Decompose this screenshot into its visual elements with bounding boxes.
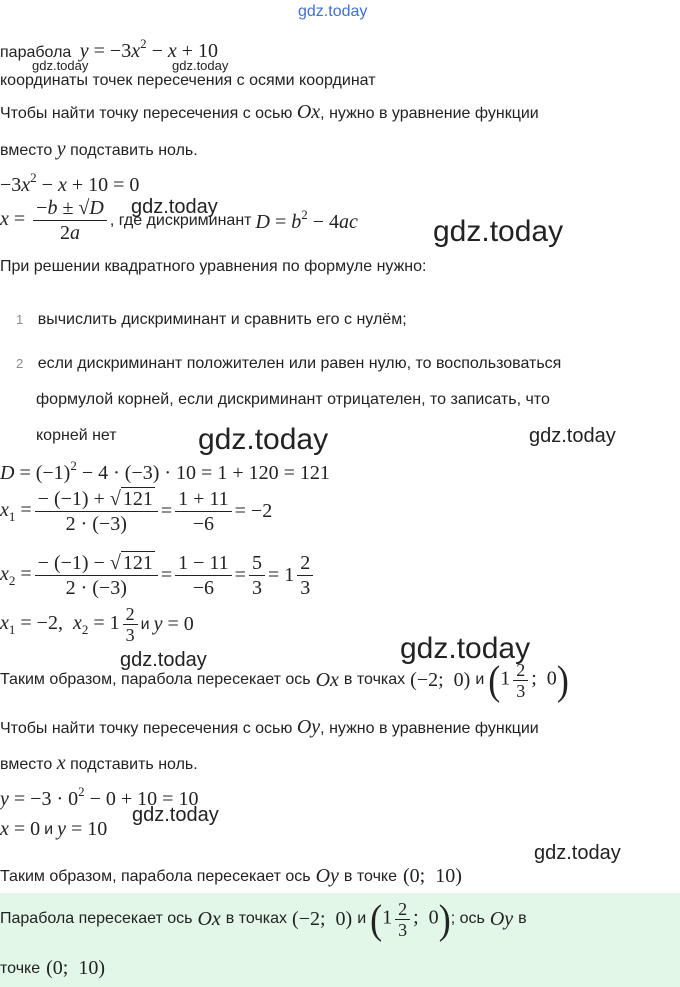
text: , нужно в уравнение функции bbox=[320, 105, 539, 122]
text: в точках bbox=[225, 910, 288, 927]
quadratic-equation: $-3x^2 - x + 10 = 0$ bbox=[0, 170, 140, 196]
text: вместо bbox=[0, 756, 53, 773]
method-intro: При решении квадратного уравнения по формуле нужно: bbox=[0, 258, 427, 275]
watermark: gdz.today bbox=[132, 804, 219, 826]
text: в точках bbox=[343, 671, 406, 688]
answer-box bbox=[0, 893, 680, 987]
text: подставить ноль. bbox=[70, 142, 198, 159]
and-word: и bbox=[357, 910, 367, 927]
axis-ox: Ox bbox=[315, 668, 339, 691]
answer-line-1 bbox=[0, 898, 527, 940]
roots-formula-tail: , где дискриминант bbox=[109, 211, 252, 229]
oy-result: x = 0 и y = 10 bbox=[0, 818, 108, 840]
watermark: gdz.today bbox=[198, 423, 329, 456]
text: , нужно в уравнение функции bbox=[320, 720, 539, 737]
axis-oy: Oy bbox=[315, 865, 339, 887]
ox-point-2: (1 $\frac{2}{3}$ ; 0) bbox=[488, 657, 569, 703]
intersections-title: координаты точек пересечения с осями координат bbox=[0, 72, 376, 89]
text: Чтобы найти точку пересечения с осью bbox=[0, 720, 293, 737]
oy-point-line bbox=[0, 865, 462, 888]
text: вместо bbox=[0, 142, 53, 159]
text: Чтобы найти точку пересечения с осью bbox=[0, 105, 293, 122]
text: Парабола пересекает ось bbox=[0, 910, 193, 927]
and-word: и bbox=[140, 615, 150, 633]
text: Таким образом, парабола пересекает ось bbox=[0, 867, 311, 885]
watermark: gdz.today bbox=[172, 58, 229, 73]
axis-ox: Ox bbox=[197, 907, 221, 930]
ox-point-1: (−2; 0) bbox=[410, 668, 471, 691]
x2-calc: $x_2$ = $\frac{- (-1) - √ 121}{2 \cdot (-3)}$ = $\frac{1 - 11}{-6}$ = $\frac{5}{3}$ = 1 $\frac{2}{3}$ bbox=[0, 552, 316, 599]
list-number: 2 bbox=[16, 356, 24, 371]
watermark: gdz.today bbox=[534, 842, 621, 864]
watermark: gdz.today bbox=[529, 425, 616, 447]
watermark: gdz.today bbox=[433, 215, 564, 248]
text: в точке bbox=[343, 867, 397, 885]
roots-result: $x_1 = -2$, $x_2 = 1$ $\frac{2}{3}$ и y = 0 bbox=[0, 604, 194, 645]
oy-point: (0; 10) bbox=[402, 865, 462, 887]
list-number: 1 bbox=[16, 312, 24, 327]
watermark: gdz.today bbox=[32, 58, 89, 73]
axis-oy: Oy bbox=[296, 716, 321, 738]
answer-point-oy: (0; 10) bbox=[46, 957, 105, 979]
watermark-top: gdz.today bbox=[298, 3, 368, 20]
list-item-1 bbox=[16, 311, 407, 329]
x1-calc: $x_1$ = $\frac{- (-1) + √ 121}{2 \cdot (-3)}$ = $\frac{1 + 11}{-6}$ = −2 bbox=[0, 488, 273, 535]
list-text: если дискриминант положителен или равен нулю, то воспользоваться bbox=[37, 355, 562, 372]
ox-points-line bbox=[0, 659, 569, 701]
oy-find-line-2 bbox=[0, 752, 198, 775]
axis-oy: Oy bbox=[489, 907, 514, 930]
var-y: y bbox=[56, 138, 66, 160]
ox-find-line-2 bbox=[0, 138, 198, 161]
parabola-formula: $y = -3x^2 - x + 10$ bbox=[79, 36, 219, 62]
axis-ox: Ox bbox=[296, 101, 321, 123]
y-calc: $y = -3 \cdot 0^2 - 0 + 10 = 10$ bbox=[0, 784, 199, 810]
answer-point-1: (−2; 0) bbox=[292, 907, 353, 930]
list-item-2 bbox=[16, 355, 561, 373]
text: подставить ноль. bbox=[70, 756, 198, 773]
discriminant-formula: $D = b^2 - 4ac$ bbox=[255, 207, 358, 233]
and-word: и bbox=[475, 671, 485, 688]
roots-formula: x = $\frac{-b \pm √D}{2a}$ bbox=[0, 197, 110, 244]
text: точке bbox=[0, 959, 41, 977]
answer-point-2: (1 $\frac{2}{3}$ ; 0) bbox=[370, 896, 451, 942]
watermark: gdz.today bbox=[400, 632, 531, 665]
text: ; ось bbox=[450, 910, 485, 927]
discriminant-calc: $D = (-1)^2 - 4 \cdot (-3) \cdot 10 = 1 + 120 = 121$ bbox=[0, 458, 330, 484]
watermark: gdz.today bbox=[131, 196, 218, 218]
parabola-label: парабола bbox=[0, 44, 72, 61]
list-text: вычислить дискриминант и сравнить его с нулём; bbox=[37, 311, 407, 328]
list-item-2-cont: формулой корней, если дискриминант отрицателен, то записать, что bbox=[36, 391, 550, 408]
watermark: gdz.today bbox=[120, 649, 207, 671]
oy-find-line-1 bbox=[0, 716, 539, 739]
text: Таким образом, парабола пересекает ось bbox=[0, 671, 311, 688]
ox-find-line-1 bbox=[0, 101, 539, 124]
answer-line-2 bbox=[0, 957, 105, 980]
var-x: x bbox=[56, 752, 66, 774]
text: в bbox=[518, 910, 527, 927]
and-word: и bbox=[44, 820, 54, 838]
list-item-2-cont: корней нет bbox=[36, 427, 117, 444]
